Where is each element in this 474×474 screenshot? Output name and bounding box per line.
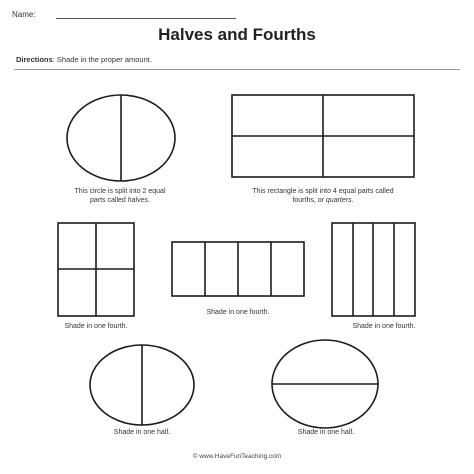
example-circle-caption-line2 [50,196,190,205]
exercise-grid-caption: Shade in one fourth. [64,323,128,330]
page-title: Halves and Fourths [158,25,316,44]
name-input-line[interactable] [56,18,236,19]
example-circle-caption-line1: This circle is split into 2 equal [74,188,166,195]
directions [16,55,152,64]
exercise-columns-fourths[interactable] [171,241,305,297]
exercise-strips-fourths[interactable] [331,222,416,317]
header-divider [14,69,460,70]
name-label: Name: [12,10,36,19]
exercise-circle-horizontal-caption: Shade in one half. [297,429,355,436]
exercise-circle-vertical-caption: Shade in one half. [113,429,171,436]
directions-text: : Shade in the proper amount. [52,55,152,64]
exercise-columns-caption: Shade in one fourth. [206,309,270,316]
example-rectangle-caption-line1: This rectangle is split into 4 equal parts called [252,188,394,195]
example-rectangle-fourths [231,94,415,178]
caption-text: fourths, or [292,197,326,204]
example-circle-halves [65,93,177,183]
caption-text: parts called [90,197,128,204]
footer-credit: © www.HaveFunTeaching.com [192,453,282,460]
caption-text: . [148,197,150,204]
example-rectangle-caption [222,187,424,205]
example-circle-caption [50,187,190,205]
exercise-grid-fourths[interactable] [57,222,135,317]
caption-emphasis: quarters [325,197,352,204]
directions-label: Directions [16,55,53,64]
exercise-circle-vertical-halves[interactable] [88,343,196,427]
example-rectangle-caption-line2 [222,196,424,205]
exercise-strips-caption: Shade in one fourth. [352,323,416,330]
caption-text: . [351,197,354,204]
caption-emphasis: halves [127,197,149,204]
exercise-circle-horizontal-halves[interactable] [270,338,380,430]
